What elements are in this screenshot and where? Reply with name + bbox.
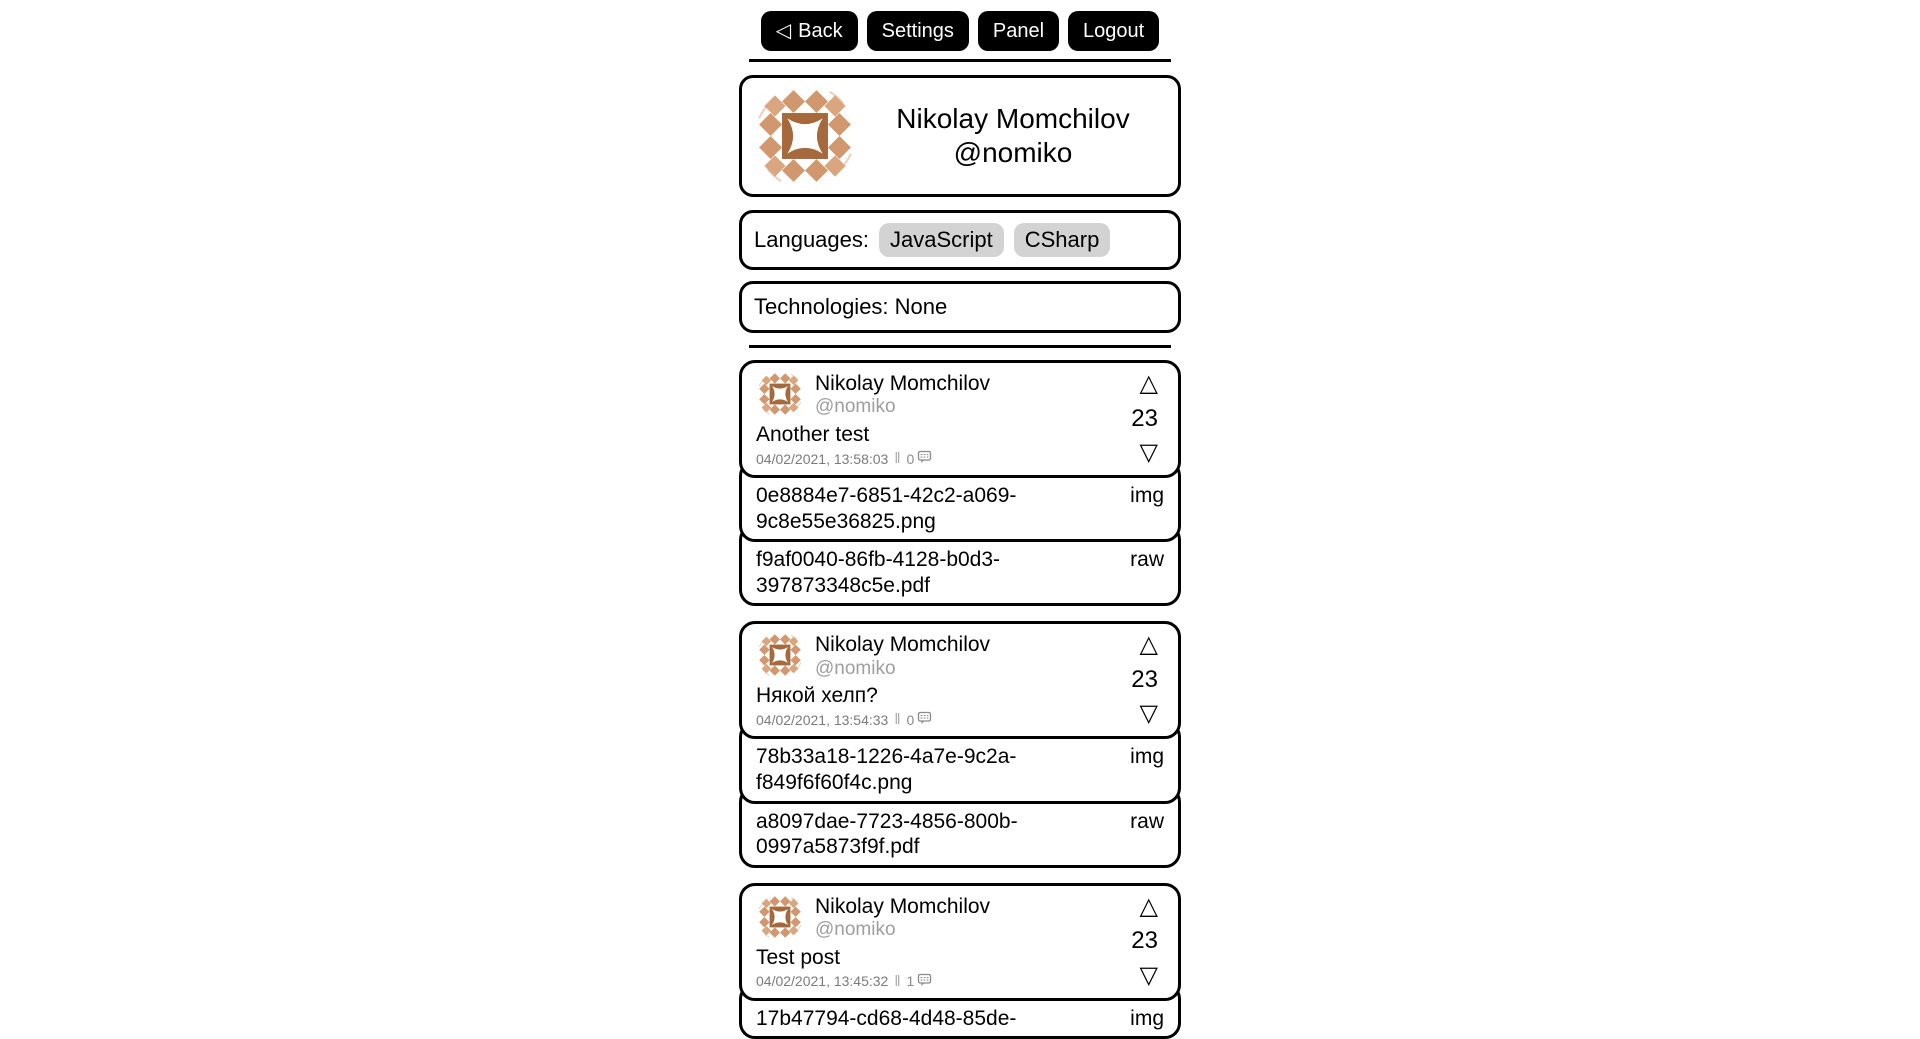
meta-separator: ‖ bbox=[894, 450, 901, 467]
post-author-name: Nikolay Momchilov bbox=[815, 633, 991, 657]
post-author-avatar bbox=[756, 631, 804, 679]
profile-name: Nikolay Momchilov bbox=[896, 102, 1130, 134]
post-author-avatar bbox=[756, 370, 804, 418]
post-timestamp: 04/02/2021, 13:58:03 bbox=[756, 450, 889, 467]
post-author-name: Nikolay Momchilov bbox=[815, 894, 991, 918]
attachment-filename: a8097dae-7723-4856-800b-0997a5873f9f.pdf bbox=[756, 809, 1018, 859]
attachment-filename: f9af0040-86fb-4128-b0d3-397873348c5e.pdf bbox=[756, 548, 1001, 597]
technologies-label: Technologies: None bbox=[754, 294, 948, 319]
meta-separator: ‖ bbox=[894, 972, 901, 990]
toolbar bbox=[739, 11, 1181, 51]
logout-button[interactable]: Logout bbox=[1068, 11, 1159, 51]
divider-top bbox=[749, 59, 1171, 62]
attachment-type-label: img bbox=[1130, 1006, 1164, 1030]
vote-column bbox=[1127, 893, 1164, 990]
back-button[interactable] bbox=[761, 11, 858, 51]
languages-label: Languages: bbox=[754, 227, 869, 252]
comment-count: 0 bbox=[906, 711, 915, 728]
post-author-username: @nomiko bbox=[815, 919, 896, 941]
upvote-button[interactable]: △ bbox=[1139, 370, 1158, 397]
post bbox=[739, 621, 1181, 867]
post bbox=[739, 883, 1181, 1039]
post-card[interactable] bbox=[739, 360, 1181, 478]
post-author-username: @nomiko bbox=[815, 657, 896, 679]
settings-button[interactable]: Settings bbox=[867, 11, 969, 51]
post-author-username: @nomiko bbox=[815, 396, 896, 418]
attachment-type-label: raw bbox=[1130, 809, 1164, 833]
vote-count: 23 bbox=[1131, 665, 1158, 693]
comment-count: 0 bbox=[906, 450, 915, 467]
upvote-button[interactable]: △ bbox=[1139, 631, 1158, 659]
user-avatar bbox=[752, 83, 858, 189]
post bbox=[739, 360, 1181, 606]
comment-icon bbox=[917, 973, 932, 990]
downvote-button[interactable]: ▽ bbox=[1139, 439, 1158, 466]
profile-card bbox=[739, 75, 1181, 197]
vote-column bbox=[1127, 631, 1164, 728]
attachment-type-label: img bbox=[1130, 484, 1164, 507]
posts-list bbox=[739, 360, 1181, 1039]
downvote-button[interactable]: ▽ bbox=[1139, 961, 1158, 989]
post-author-avatar bbox=[756, 893, 804, 941]
post-author-name: Nikolay Momchilov bbox=[815, 372, 991, 395]
upvote-button[interactable]: △ bbox=[1139, 892, 1158, 920]
meta-separator: ‖ bbox=[894, 711, 901, 729]
comment-icon bbox=[917, 711, 932, 728]
comment-icon bbox=[917, 450, 932, 467]
post-title: Някой хелп? bbox=[756, 684, 878, 708]
profile-page bbox=[739, 0, 1181, 1039]
language-badge-javascript: JavaScript bbox=[879, 223, 1004, 257]
profile-username: @nomiko bbox=[953, 137, 1073, 168]
post-title: Another test bbox=[756, 423, 870, 446]
attachment-type-label: raw bbox=[1130, 548, 1164, 572]
divider-posts bbox=[749, 345, 1171, 348]
post-card[interactable] bbox=[739, 621, 1181, 739]
back-label: Back bbox=[798, 20, 843, 42]
downvote-button[interactable]: ▽ bbox=[1139, 700, 1158, 728]
language-badge-csharp: CSharp bbox=[1014, 223, 1111, 257]
profile-names bbox=[858, 102, 1168, 170]
languages-card bbox=[739, 210, 1181, 270]
vote-count: 23 bbox=[1131, 927, 1158, 955]
technologies-card bbox=[739, 281, 1181, 333]
attachment-filename: 78b33a18-1226-4a7e-9c2a-f849f6f60f4c.png bbox=[756, 745, 1017, 795]
back-icon: ◁ bbox=[775, 20, 792, 42]
vote-column bbox=[1127, 370, 1164, 467]
attachment-filename: 17b47794-cd68-4d48-85de- bbox=[756, 1006, 1017, 1030]
vote-count: 23 bbox=[1131, 404, 1158, 432]
attachment-filename: 0e8884e7-6851-42c2-a069-9c8e55e36825.png bbox=[756, 484, 1017, 533]
post-timestamp: 04/02/2021, 13:54:33 bbox=[756, 711, 889, 728]
post-card[interactable] bbox=[739, 883, 1181, 1001]
attachment-type-label: img bbox=[1130, 745, 1164, 769]
panel-button[interactable]: Panel bbox=[978, 11, 1059, 51]
post-title: Test post bbox=[756, 945, 841, 969]
post-timestamp: 04/02/2021, 13:45:32 bbox=[756, 973, 889, 990]
comment-count: 1 bbox=[906, 973, 915, 990]
